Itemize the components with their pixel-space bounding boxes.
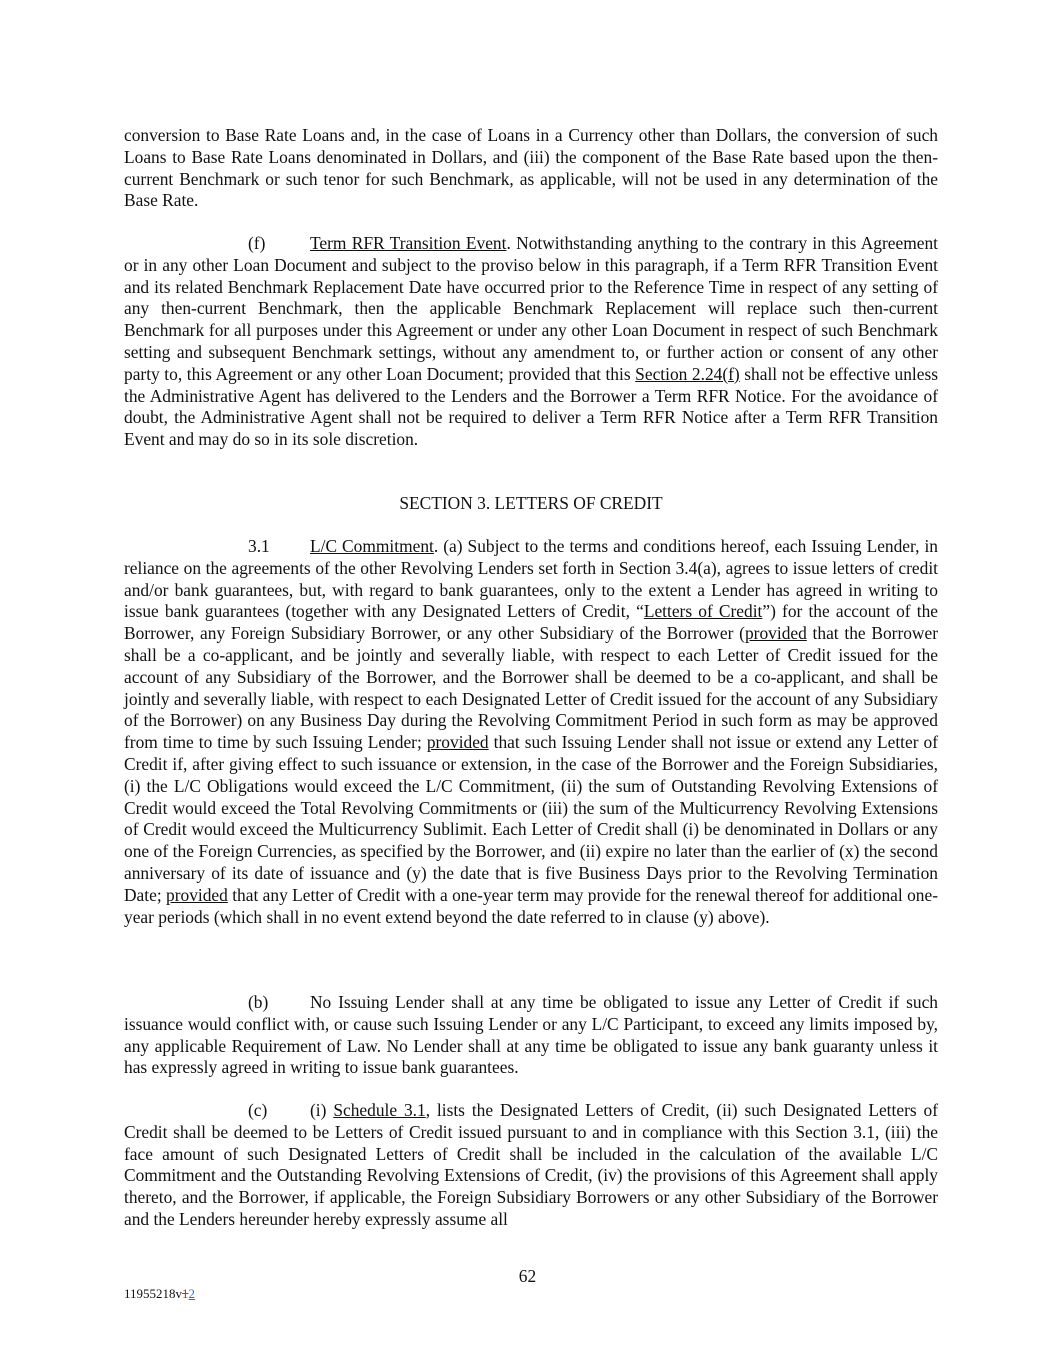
paragraph-c <box>124 1100 938 1231</box>
clause-text: that such Issuing Lender shall not issue or extend any Letter of Credit if, after giving effect to such issuance or extension, in the case of the Borrower and the Foreign Subsidiaries, (i) the L/C Obligations would exceed the L/C Commitment, (ii) the sum of Outstanding Revolving Extensions of Credit would exceed the Total Revolving Commitments or (iii) the sum of the Multicurrency Revolving Extensions of Credit would exceed the Multicurrency Sublimit. Each Letter of Credit shall (i) be denominated in Dollars or any one of the Foreign Currencies, as specified by the Borrower, and (ii) expire no later than the earlier of (x) the second anniversary of its date of issuance and (y) the date that is five Business Days prior to the Revolving Termination Date; <box>124 732 938 905</box>
doc-id-inserted-version: 2 <box>188 1286 196 1301</box>
page-number: 62 <box>518 1266 537 1286</box>
clause-label: (f) <box>248 233 266 253</box>
proviso-term: provided <box>426 732 489 753</box>
proviso-term: provided <box>744 623 807 644</box>
document-id <box>124 1286 195 1302</box>
paragraph-b <box>124 992 938 1079</box>
section-reference-link: Section 2.24(f) <box>635 363 740 384</box>
paragraph-lc-commitment <box>124 536 938 928</box>
clause-text: ”) for the account of the Borrower, any Foreign Subsidiary Borrower, or any other Subsidiary of the Borrower ( <box>124 601 938 644</box>
clause-label: (b) <box>248 992 269 1012</box>
clause-text: (i) <box>310 1100 334 1120</box>
clause-text: No Issuing Lender shall at any time be obligated to issue any Letter of Credit if such issuance would conflict with, or cause such Issuing Lender or any L/C Participant, to exceed any limits imposed by, any applicable Requirement of Law. No Lender shall at any time be obligated to issue any bank guaranty unless it has expressly agreed in writing to issue bank guarantees. <box>124 992 938 1078</box>
clause-text: that the Borrower shall be a co-applicant, and be jointly and severally liable, with respect to each Letter of Credit issued for the account of any Subsidiary of the Borrower, and the Borrower shall be deemed to be a co-applicant, and shall be jointly and severally liable, with respect to each Designated Letter of Credit issued for the account of any Subsidiary of the Borrower) on any Business Day during the Revolving Commitment Period in such form as may be approved from time to time by such Issuing Lender; <box>124 623 939 753</box>
clause-text: . Notwithstanding anything to the contrary in this Agreement or in any other Loan Document and subject to the proviso below in this paragraph, if a Term RFR Transition Event and its related Benchmark Replacement Date have occurred prior to the Reference Time in respect of any setting of any then-current Benchmark, then the applicable Benchmark Replacement will replace such then-current Benchmark for all purposes under this Agreement or under any other Loan Document in respect of such Benchmark setting and subsequent Benchmark settings, without any amendment to, or further action or consent of any other party to, this Agreement or any other Loan Document; provided that this <box>124 233 938 384</box>
defined-term: Letters of Credit <box>643 601 763 622</box>
paragraph-term-rfr-transition <box>124 233 938 451</box>
doc-id-base: 11955218v <box>124 1286 183 1301</box>
clause-text: shall not be effective unless the Administrative Agent has delivered to the Lenders and the Borrower a Term RFR Notice. For the avoidance of doubt, the Administrative Agent shall not be required to deliver a Term RFR Notice after a Term RFR Transition Event and may do so in its sole discretion. <box>124 363 939 450</box>
proviso-term: provided <box>166 884 228 905</box>
paragraph-base-rate-continuation <box>124 125 938 212</box>
section-title: L/C Commitment <box>310 536 434 556</box>
paragraph-text: conversion to Base Rate Loans and, in the case of Loans in a Currency other than Dollars, the conversion of such Loans to Base Rate Loans denominated in Dollars, and (iii) the component of the Base Rate based upon the then-current Benchmark or such tenor for such Benchmark, as applicable, will not be used in any determination of the Base Rate. <box>124 125 938 211</box>
clause-label: (c) <box>248 1100 268 1120</box>
clause-text: . (a) Subject to the terms and conditions hereof, each Issuing Lender, in reliance on the agreements of the other Revolving Lenders set forth in Section 3.4(a), agrees to issue letters of credit and/or bank guarantees, but, with regard to bank guarantees, only to the extent a Lender has agreed in writing to issue bank guarantees (together with any Designated Letters of Credit, “ <box>124 536 938 622</box>
schedule-reference-link: Schedule 3.1 <box>333 1100 426 1120</box>
section-number: 3.1 <box>248 536 270 556</box>
clause-text: , lists the Designated Letters of Credit, (ii) such Designated Letters of Credit shall be deemed to be Letters of Credit issued pursuant to and in compliance with this Section 3.1, (iii) the face amount of such Designated Letters of Credit shall be included in the calculation of the available L/C Commitment and the Outstanding Revolving Extensions of Credit, (iv) the provisions of this Agreement shall apply thereto, and the Borrower, if applicable, the Foreign Subsidiary Borrowers or any other Subsidiary of the Borrower and the Lenders hereunder hereby expressly assume all <box>124 1100 939 1229</box>
clause-text: that any Letter of Credit with a one-year term may provide for the renewal thereof for additional one-year periods (which shall in no event extend beyond the date referred to in clause (y) above). <box>124 884 938 927</box>
clause-title: Term RFR Transition Event <box>310 233 507 253</box>
section-heading: SECTION 3. LETTERS OF CREDIT <box>399 493 663 513</box>
doc-id-deleted-version: 1 <box>182 1286 189 1301</box>
